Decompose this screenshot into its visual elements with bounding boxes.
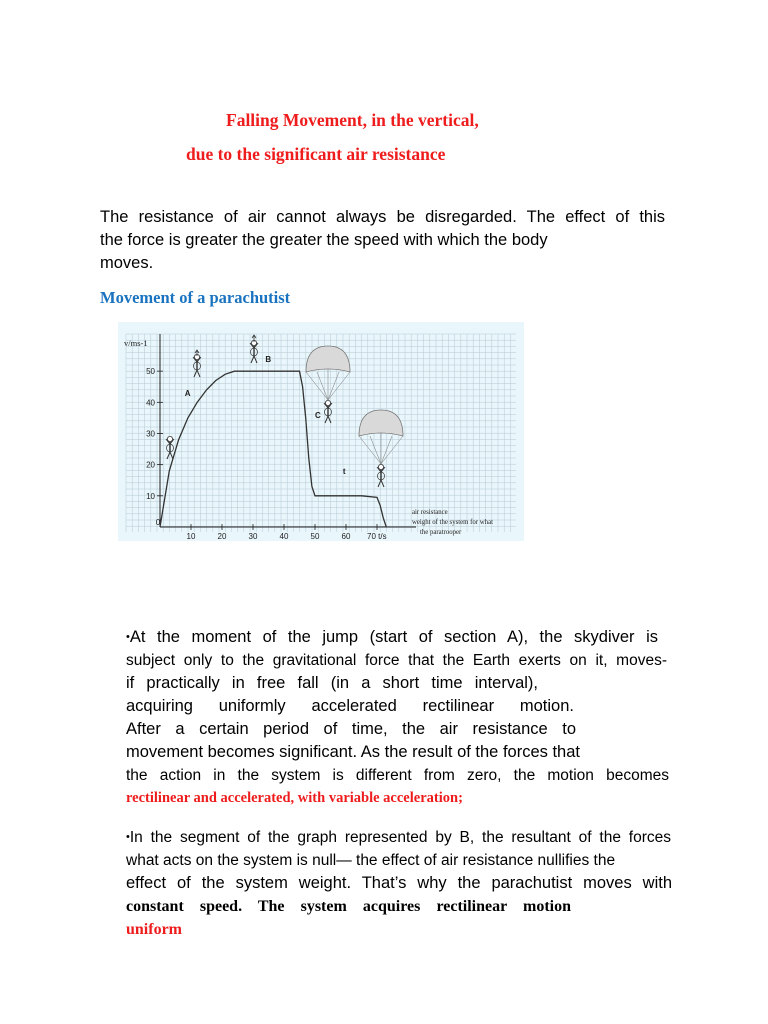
y-tick-label: 30: [146, 429, 155, 439]
segment-label: B: [265, 354, 272, 364]
x-tick-label: 10: [186, 532, 196, 541]
bullet2-line-4: constant speed. The system acquires rectilinear motion: [126, 898, 571, 915]
y-tick-label: 10: [146, 491, 155, 501]
x-tick-label: 60: [341, 532, 351, 541]
parachute-icon-1: [306, 346, 350, 400]
bullet1-line-4: acquiring uniformly accelerated rectilinear motion.: [126, 697, 574, 715]
diver-legs: [325, 416, 331, 423]
bullet-paragraph-1: [126, 626, 669, 810]
velocity-curve: [160, 371, 386, 527]
parachute-line: [370, 436, 381, 464]
x-tick-label: 50: [310, 532, 320, 541]
bullet-marker: •: [126, 831, 130, 843]
bullet1-line-5: After a certain period of time, the air resistance to: [126, 720, 576, 738]
parachute-line: [381, 436, 403, 464]
bullet-marker: •: [126, 631, 130, 643]
segment-label: C: [315, 410, 321, 420]
parachute-line: [359, 436, 381, 464]
y-tick-label: 20: [146, 460, 155, 470]
diver-head: [167, 436, 172, 441]
section-heading: Movement of a parachutist: [100, 288, 291, 307]
legend-text: the paratrooper: [420, 529, 462, 536]
skydiver-icon-2: [250, 340, 258, 363]
intro-paragraph: [100, 206, 665, 275]
intro-line-1: The resistance of air cannot always be disregarded. The effect of this: [100, 208, 665, 226]
x-tick-label: 20: [217, 532, 227, 541]
diver-head: [378, 464, 383, 469]
parachute-canopy: [306, 346, 350, 372]
bullet2-line-2: what acts on the system is null— the effect of air resistance nullifies the: [126, 852, 616, 869]
bullet1-line-8: rectilinear and accelerated, with variable acceleration;: [126, 790, 463, 806]
legend-text: weight of the system for what: [412, 519, 493, 526]
parachute-icon-2-diver: [377, 464, 385, 487]
diver-legs: [378, 480, 384, 487]
bullet1-line-2: subject only to the gravitational force that the Earth exerts on it, moves-: [126, 652, 667, 669]
bullet2-line-1: •In the segment of the graph represented by B, the resultant of the forces: [126, 829, 671, 846]
x-tick-label: 30: [248, 532, 258, 541]
chart-series: [160, 371, 386, 527]
bullet1-line-1: •At the moment of the jump (start of section A), the skydiver is: [126, 628, 658, 646]
x-tick-label: 70 t/s: [367, 532, 387, 541]
bullet2-line-3: effect of the system weight. That’s why the parachutist moves with: [126, 874, 672, 892]
y-tick-label: 40: [146, 398, 155, 408]
segment-label: t: [342, 467, 346, 477]
parachute-icon-2: [359, 410, 403, 464]
y-tick-label: 50: [146, 367, 155, 377]
parachute-canopy: [359, 410, 403, 436]
chart-ticks: [146, 367, 386, 541]
bullet1-line-3: if practically in free fall (in a short time interval),: [126, 674, 538, 692]
legend-text: air resistance: [412, 509, 448, 516]
x-tick-label: 0: [155, 518, 161, 527]
diver-head: [325, 400, 330, 405]
y-axis-label: v/ms-1: [124, 338, 148, 348]
intro-line-3: moves.: [100, 254, 154, 272]
intro-line-2: the force is greater the greater the speed with which the body: [100, 231, 548, 249]
chart-canvas: [118, 322, 524, 541]
page-title-line-1: Falling Movement, in the vertical,: [226, 110, 479, 130]
x-tick-label: 40: [279, 532, 289, 541]
segment-label: A: [184, 389, 191, 399]
bullet1-line-6: movement becomes significant. As the result of the forces that: [126, 743, 580, 761]
parachutist-velocity-chart: [118, 322, 524, 541]
bullet-paragraph-2: [126, 826, 671, 941]
skydiver-icon-3: [166, 436, 174, 459]
bullet1-line-7: the action in the system is different from zero, the motion becomes: [126, 767, 669, 784]
page-title-line-2: due to the significant air resistance: [186, 144, 446, 164]
bullet2-line-5: uniform: [126, 921, 182, 938]
